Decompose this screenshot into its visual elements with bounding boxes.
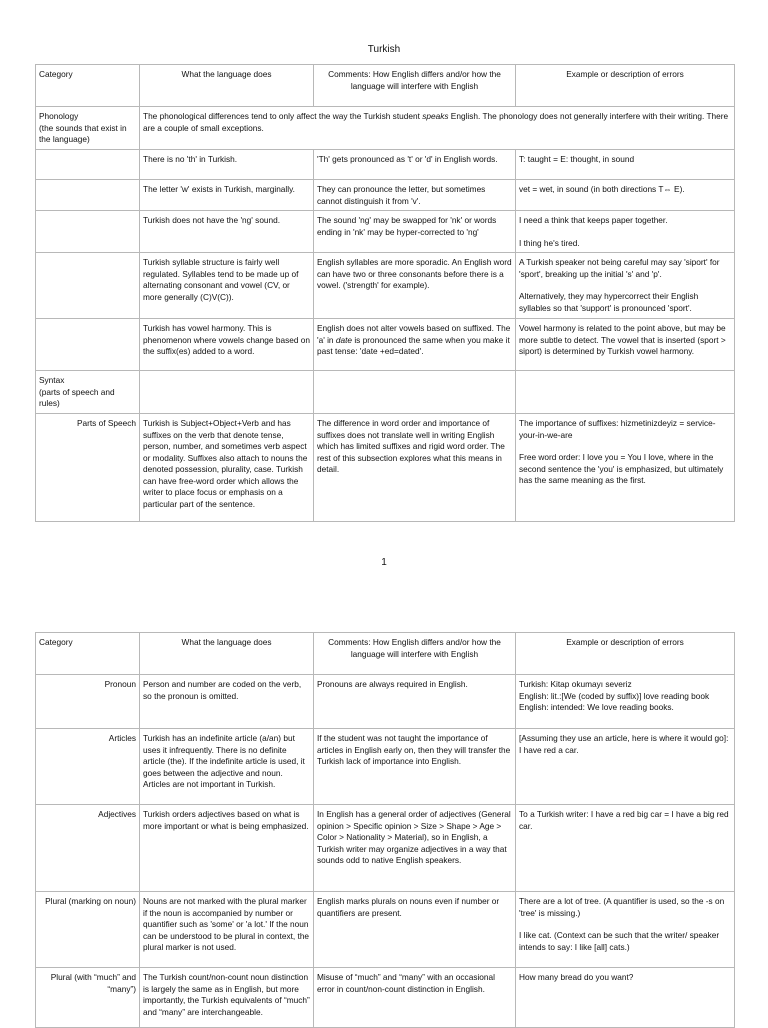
error-table-part-2 [35, 632, 735, 1028]
errors-cell: T: taught = E: thought, in sound [516, 150, 735, 180]
header-errors: Example or description of errors [516, 65, 735, 107]
comments-cell: 'Th' gets pronounced as 't' or 'd' in English words. [314, 150, 516, 180]
errors-cell: I need a think that keeps paper together. I thing he's tired. [516, 211, 735, 253]
what-cell: Turkish orders adjectives based on what is more important or what is being emphasized. [140, 805, 314, 892]
table-row [36, 675, 735, 729]
errors-cell: A Turkish speaker not being careful may say 'siport' for 'sport', breaking up the initial 's' and 'p'. Alternatively, they may hypercorrect their English syllables so that 'support' is pronounced 'sport'. [516, 253, 735, 319]
table-row [36, 150, 735, 180]
what-cell: Turkish has an indefinite article (a/an) but uses it infrequently. There is no definite article (the). If the indefinite article is used, it goes between the adjective and noun. Articles are not important in Turkish. [140, 729, 314, 805]
header-what: What the language does [140, 633, 314, 675]
errors-cell: Vowel harmony is related to the point above, but may be more subtle to detect. The vowel that is inserted (sport > siport) is determined by Turkish vowel harmony. [516, 319, 735, 371]
phonology-row [36, 107, 735, 150]
empty-category-cell [36, 253, 140, 319]
table-row [36, 253, 735, 319]
what-cell: Turkish does not have the 'ng' sound. [140, 211, 314, 253]
category-plural-marking: Plural (marking on noun) [36, 892, 140, 968]
header-category: Category [36, 65, 140, 107]
what-cell: Turkish is Subject+Object+Verb and has suffixes on the verb that denote tense, person, number, and sometimes verb aspect or modality. Suffixes also attach to nouns the denoted possession, plurality, case. Turkish can have free-word order which allows the writer to place focus or emphasis on a particular part of the sentence. [140, 414, 314, 522]
header-what: What the language does [140, 65, 314, 107]
comments-cell: In English has a general order of adjectives (General opinion > Specific opinion > Size > Shape > Age > Color > Nationality > Material), so in English, a Turkish writer may organize adjectives in a way that sounds odd to native English speakers. [314, 805, 516, 892]
table-row [36, 892, 735, 968]
header-comments: Comments: How English differs and/or how the language will interfere with English [314, 633, 516, 675]
empty-cell [516, 371, 735, 414]
empty-cell [314, 371, 516, 414]
table-header-row [36, 633, 735, 675]
table-row [36, 180, 735, 211]
category-syntax: Syntax (parts of speech and rules) [36, 371, 140, 414]
syntax-row [36, 371, 735, 414]
errors-cell: [Assuming they use an article, here is where it would go]: I have red a car. [516, 729, 735, 805]
phonology-overview: The phonological differences tend to only affect the way the Turkish student speaks English. The phonology does not generally interfere with their writing. There are a couple of small exceptions. [140, 107, 735, 150]
empty-category-cell [36, 150, 140, 180]
page-title: Turkish [367, 44, 401, 55]
what-cell: The Turkish count/non-count noun distinction is largely the same as in English, but more importantly, the Turkish equivalents of “much” and “many” are interchangeable. [140, 968, 314, 1028]
table-row [36, 414, 735, 522]
what-cell: Turkish has vowel harmony. This is phenomenon where vowels change based on the suffix(es) added to a word. [140, 319, 314, 371]
comments-cell: The difference in word order and importance of suffixes does not translate well in writing English which has limited suffixes and rigid word order. The rest of this subsection explores what this means in detail. [314, 414, 516, 522]
comments-cell: They can pronounce the letter, but sometimes cannot distinguish it from 'v'. [314, 180, 516, 211]
comments-cell: Pronouns are always required in English. [314, 675, 516, 729]
header-category: Category [36, 633, 140, 675]
table-row [36, 805, 735, 892]
errors-cell: There are a lot of tree. (A quantifier is used, so the -s on 'tree' is missing.) I like cat. (Context can be such that the writer/ speaker intends to say: I like [all] cats.) [516, 892, 735, 968]
empty-cell [140, 371, 314, 414]
what-cell: Person and number are coded on the verb, so the pronoun is omitted. [140, 675, 314, 729]
errors-cell: To a Turkish writer: I have a red big car = I have a big red car. [516, 805, 735, 892]
category-adjectives: Adjectives [36, 805, 140, 892]
header-errors: Example or description of errors [516, 633, 735, 675]
category-articles: Articles [36, 729, 140, 805]
comments-cell: Misuse of “much” and “many” with an occasional error in count/non-count distinction in English. [314, 968, 516, 1028]
what-cell: Turkish syllable structure is fairly well regulated. Syllables tend to be made up of alternating consonant and vowel (CV, or more generally (C)V(C)). [140, 253, 314, 319]
empty-category-cell [36, 211, 140, 253]
category-pronoun: Pronoun [36, 675, 140, 729]
comments-cell: English marks plurals on nouns even if number or quantifiers are present. [314, 892, 516, 968]
category-parts-of-speech: Parts of Speech [36, 414, 140, 522]
category-phonology: Phonology (the sounds that exist in the language) [36, 107, 140, 150]
comments-cell: English syllables are more sporadic. An English word can have two or three consonants before there is a vowel. ('strength' for example). [314, 253, 516, 319]
empty-category-cell [36, 180, 140, 211]
what-cell: The letter 'w' exists in Turkish, marginally. [140, 180, 314, 211]
errors-cell: How many bread do you want? [516, 968, 735, 1028]
errors-cell: The importance of suffixes: hizmetinizdeyiz = service-your-in-we-are Free word order: I love you = You I love, where in the second sentence the 'you' is emphasized, but ultimately has the same meaning as the first. [516, 414, 735, 522]
comments-cell: English does not alter vowels based on suffixed. The 'a' in date is pronounced the same when you make it past tense: 'date +ed=dated'. [314, 319, 516, 371]
table-row [36, 968, 735, 1028]
errors-cell: vet = wet, in sound (in both directions T⇔ E). [516, 180, 735, 211]
table-header-row [36, 65, 735, 107]
table-row [36, 319, 735, 371]
what-cell: There is no 'th' in Turkish. [140, 150, 314, 180]
errors-cell: Turkish: Kitap okumayı severiz English: lit.:[We (coded by suffix)] love reading book English: intended: We love reading books. [516, 675, 735, 729]
empty-category-cell [36, 319, 140, 371]
comments-cell: The sound 'ng' may be swapped for 'nk' or words ending in 'nk' may be hyper-corrected to 'ng' [314, 211, 516, 253]
error-table-part-1 [35, 64, 735, 522]
page-number: 1 [381, 557, 387, 568]
header-comments: Comments: How English differs and/or how the language will interfere with English [314, 65, 516, 107]
table-row [36, 729, 735, 805]
what-cell: Nouns are not marked with the plural marker if the noun is accompanied by number or quantifier such as 'some' or 'a lot.' If the noun can be understood to be plural in context, the plural marker is not used. [140, 892, 314, 968]
comments-cell: If the student was not taught the importance of articles in English early on, then they will transfer the Turkish lack of importance into English. [314, 729, 516, 805]
category-plural-much-many: Plural (with “much” and “many”) [36, 968, 140, 1028]
table-row [36, 211, 735, 253]
